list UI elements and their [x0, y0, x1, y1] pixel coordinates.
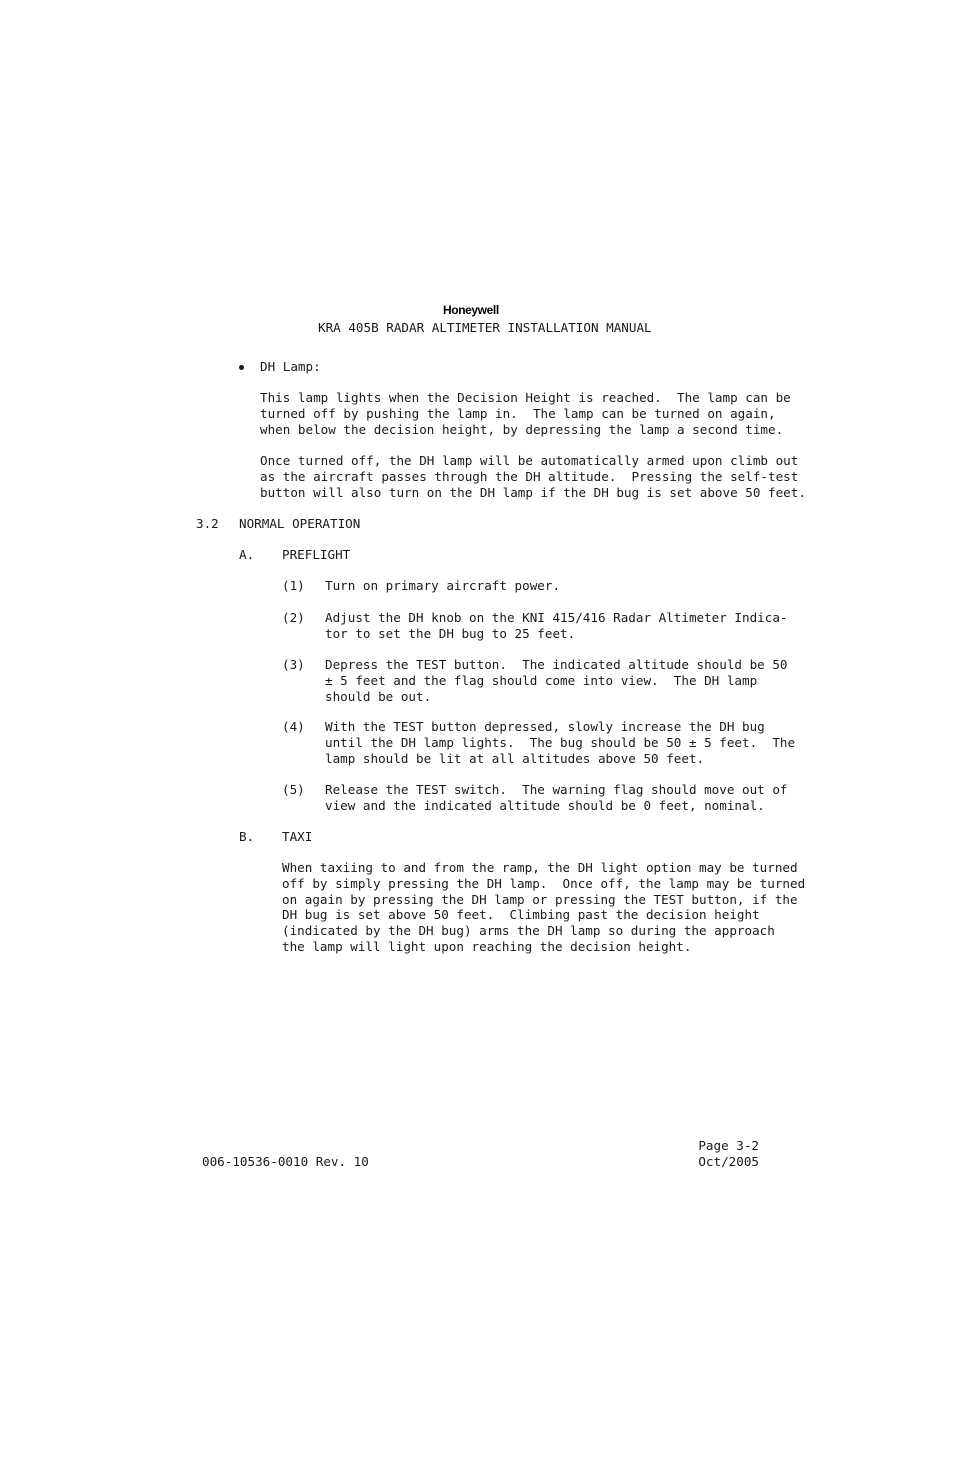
footer-date: Oct/2005	[698, 1154, 759, 1169]
honeywell-logo: Honeywell	[443, 303, 499, 317]
taxi-letter: B.	[239, 829, 255, 844]
footer-page: Page 3-2	[698, 1138, 759, 1153]
section-number: 3.2	[196, 516, 219, 531]
preflight-letter: A.	[239, 547, 255, 562]
taxi-paragraph: When taxiing to and from the ramp, the DH light option may be turned off by simply pressing the DH lamp. Once off, the lamp may be turned on again by pressing the DH lamp or pressing the TEST button, if the DH bug is set above 50 feet. Climbing past the decision height (indicated by the DH bug) arms the DH lamp so during the approach the lamp will light upon reaching the decision height.	[282, 860, 806, 954]
step-number: (1)	[282, 578, 305, 593]
step-text: Release the TEST switch. The warning flag should move out of view and the indicated altitude should be 0 feet, nominal.	[325, 782, 788, 813]
taxi-title: TAXI	[282, 829, 313, 844]
step-text: Turn on primary aircraft power.	[325, 578, 561, 593]
dh-lamp-heading: DH Lamp:	[260, 359, 321, 374]
bullet-icon	[239, 365, 244, 370]
step-number: (3)	[282, 657, 305, 672]
step-number: (5)	[282, 782, 305, 797]
section-title: NORMAL OPERATION	[239, 516, 361, 531]
footer-doc-number: 006-10536-0010 Rev. 10	[202, 1154, 369, 1169]
step-text: With the TEST button depressed, slowly increase the DH bug until the DH lamp lights. The bug should be 50 ± 5 feet. The lamp should be lit at all altitudes above 50 feet.	[325, 719, 796, 766]
step-number: (4)	[282, 719, 305, 734]
dh-lamp-paragraph-2: Once turned off, the DH lamp will be automatically armed upon climb out as the aircraft passes through the DH altitude. Pressing the self-test button will also turn on the DH lamp if the DH bug is set above 50 feet.	[260, 453, 806, 500]
step-number: (2)	[282, 610, 305, 625]
step-text: Depress the TEST button. The indicated altitude should be 50 ± 5 feet and the flag should come into view. The DH lamp should be out.	[325, 657, 788, 704]
manual-title: KRA 405B RADAR ALTIMETER INSTALLATION MANUAL	[318, 320, 652, 335]
step-text: Adjust the DH knob on the KNI 415/416 Radar Altimeter Indica- tor to set the DH bug to 25 feet.	[325, 610, 788, 641]
dh-lamp-paragraph-1: This lamp lights when the Decision Height is reached. The lamp can be turned off by pushing the lamp in. The lamp can be turned on again, when below the decision height, by depressing the lamp a second time.	[260, 390, 791, 437]
preflight-title: PREFLIGHT	[282, 547, 351, 562]
